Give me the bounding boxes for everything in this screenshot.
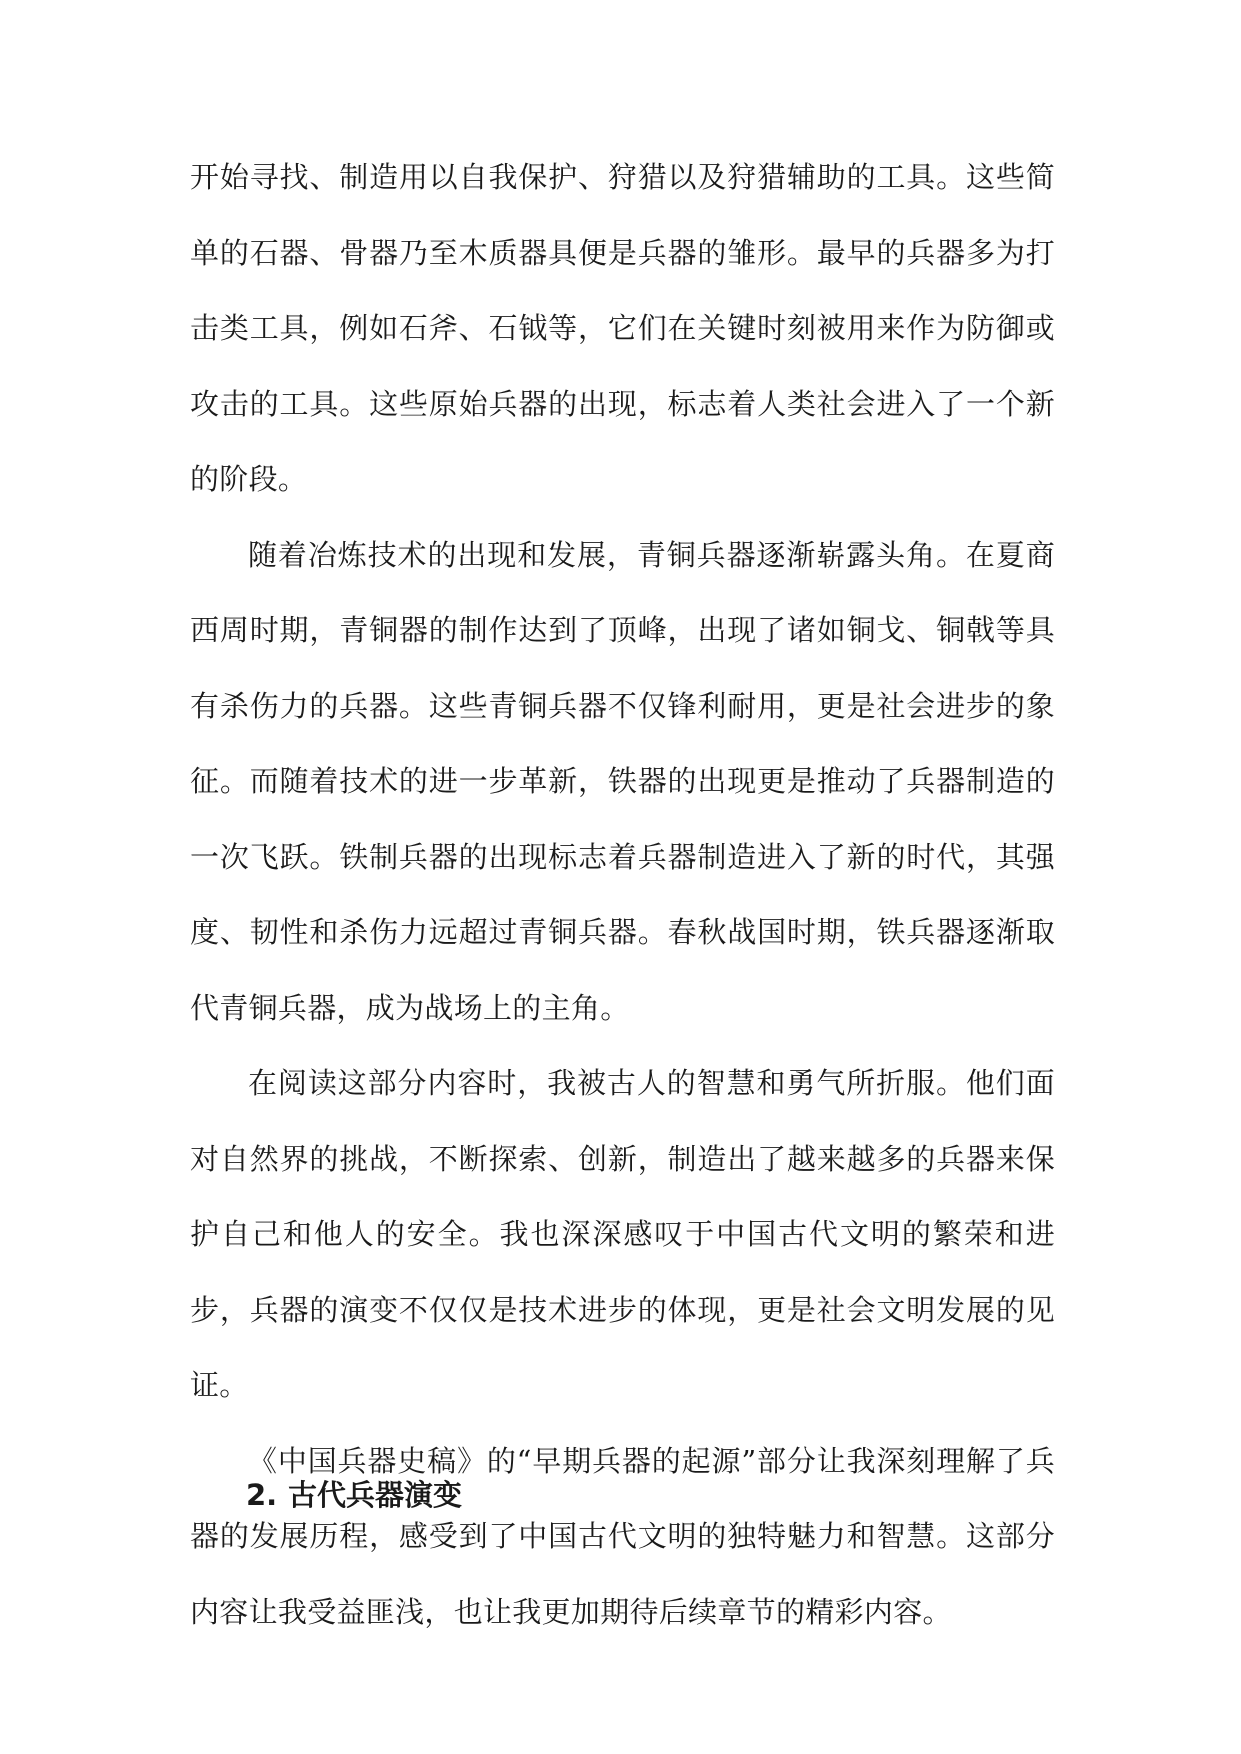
section-title: 古代兵器演变 [288,1478,463,1512]
paragraph-book-summary: 《中国兵器史稿》的“早期兵器的起源”部分让我深刻理解了兵器的发展历程，感受到了中国古代文明的独特魅力和智慧。这部分内容让我受益匪浅，也让我更加期待后续章节的精彩内容。 [190,1443,1055,1629]
paragraph-bronze-iron-weapons: 随着冶炼技术的出现和发展，青铜兵器逐渐崭露头角。在夏商西周时期，青铜器的制作达到了顶峰，出现了诸如铜戈、铜戟等具有杀伤力的兵器。这些青铜兵器不仅锋利耐用，更是社会进步的象征。而随着技术的进一步革新，铁器的出现更是推动了兵器制造的一次飞跃。铁制兵器的出现标志着兵器制造进入了新的时代，其强度、韧性和杀伤力远超过青铜兵器。春秋战国时期，铁兵器逐渐取代青铜兵器，成为战场上的主角。 [190,537,1055,1025]
paragraph-weapon-origins: 开始寻找、制造用以自我保护、狩猎以及狩猎辅助的工具。这些简单的石器、骨器乃至木质器具便是兵器的雏形。最早的兵器多为打击类工具，例如石斧、石钺等，它们在关键时刻被用来作为防御或攻击的工具。这些原始兵器的出现，标志着人类社会进入了一个新的阶段。 [190,160,1055,496]
section-number: 2. [246,1478,278,1512]
document-body [190,140,1055,1650]
paragraph-reading-reflection: 在阅读这部分内容时，我被古人的智慧和勇气所折服。他们面对自然界的挑战，不断探索、创新，制造出了越来越多的兵器来保护自己和他人的安全。我也深深感叹于中国古代文明的繁荣和进步，兵器的演变不仅仅是技术进步的体现，更是社会文明发展的见证。 [190,1066,1055,1402]
section-heading [246,1475,462,1515]
